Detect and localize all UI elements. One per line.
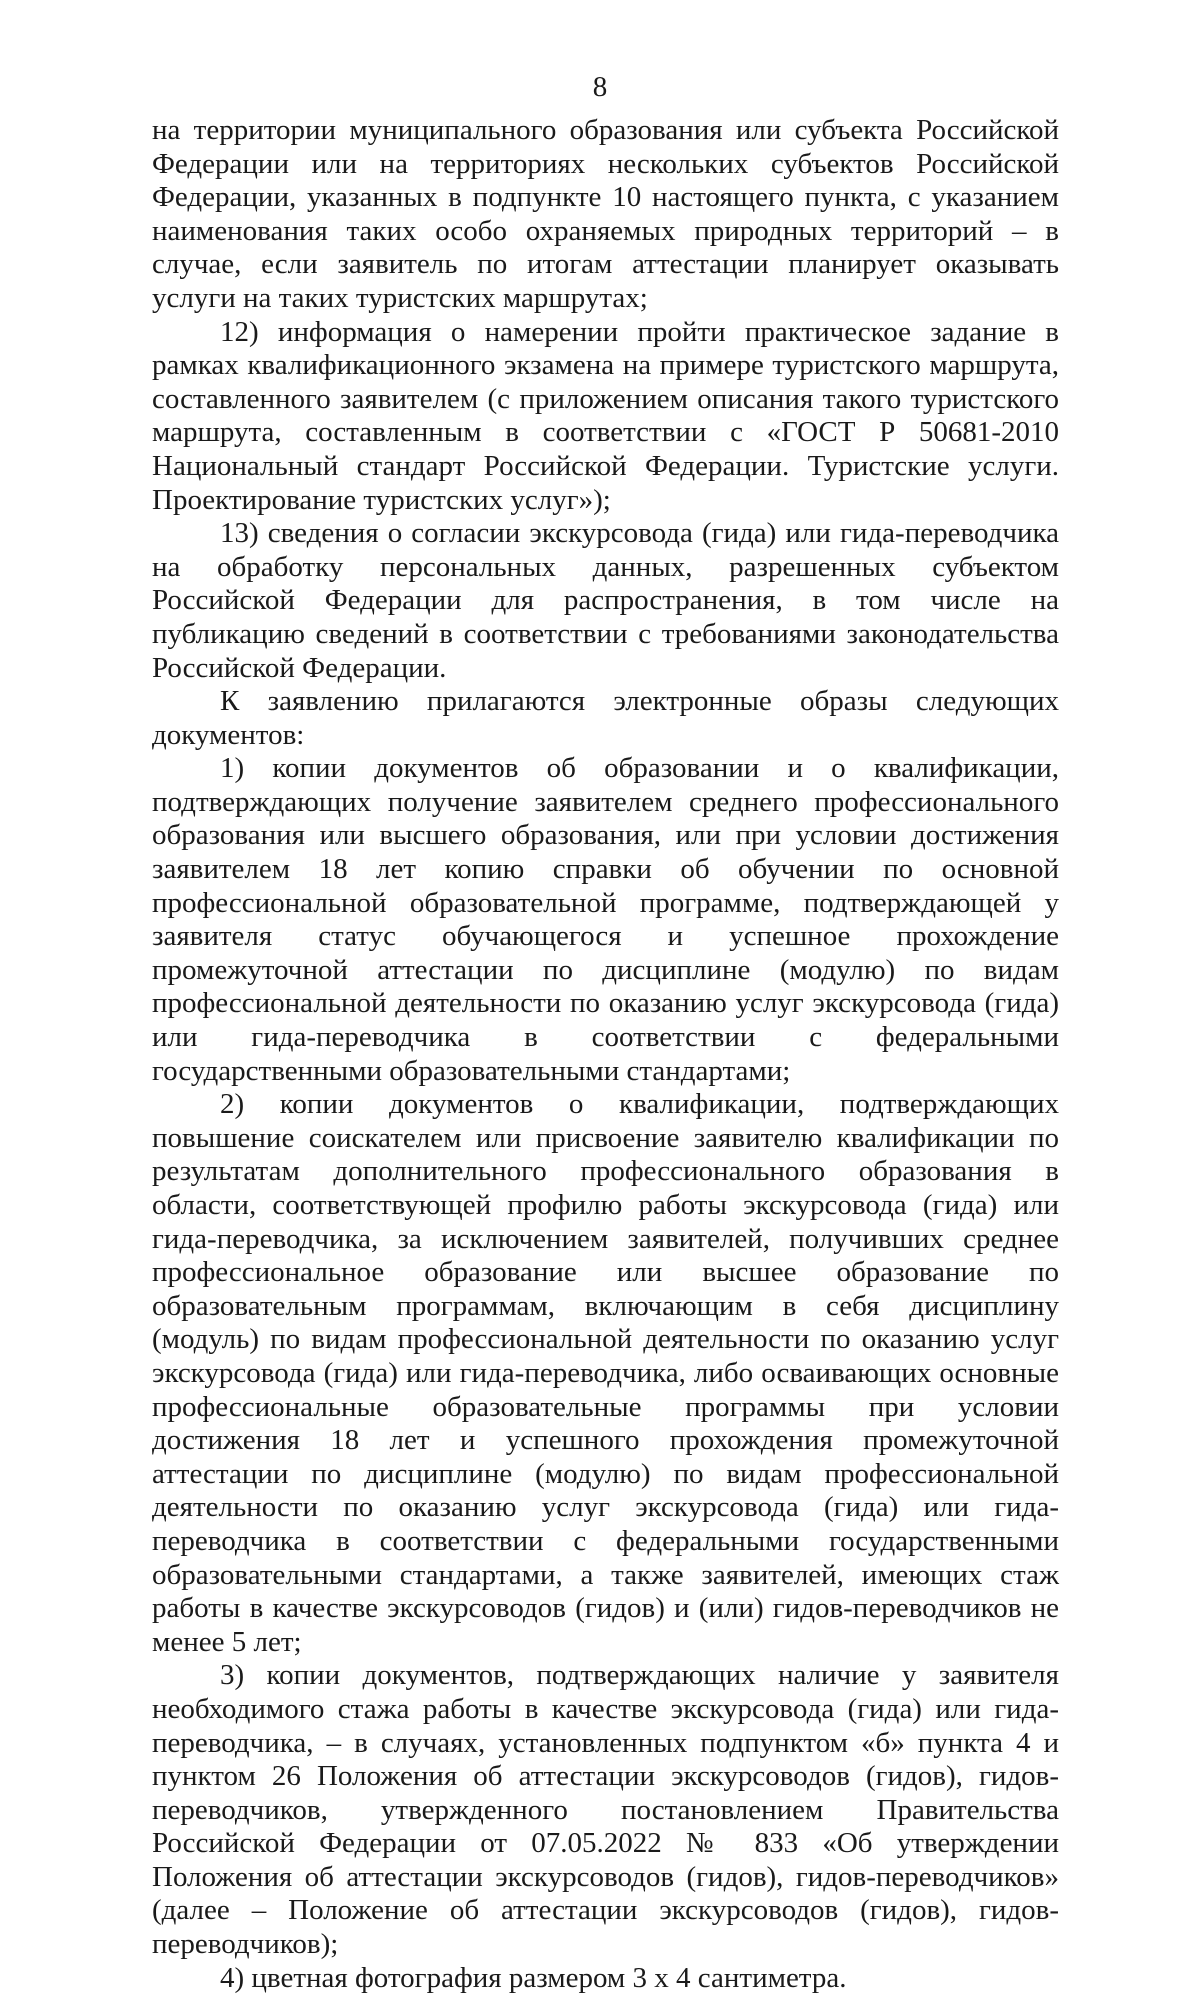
document-body [152, 114, 1059, 1995]
page-number: 8 [592, 71, 608, 103]
paragraph-attachments-intro: К заявлению прилагаются электронные образы следующих документов: [152, 685, 1059, 751]
paragraph-item-13: 13) сведения о согласии экскурсовода (гида) или гида-переводчика на обработку персональных данных, разрешенных субъектом Российской Федерации для распространения, в том числе на публикацию сведений в соответствии с требованиями законодательства Российской Федерации. [152, 517, 1059, 684]
paragraph-attachment-4: 4) цветная фотография размером 3 х 4 сантиметра. [220, 1961, 847, 1994]
paragraph-item-12: 12) информация о намерении пройти практическое задание в рамках квалификационного экзамена на примере туристского маршрута, составленного заявителем (с приложением описания такого туристского маршрута, составленным в соответствии с «ГОСТ Р 50681-2010 Национальный стандарт Российской Федерации. Туристские услуги. Проектирование туристских услуг»); [152, 315, 1059, 516]
paragraph-attachment-1: 1) копии документов об образовании и о квалификации, подтверждающих получение заявителем среднего профессионального образования или высшего образования, или при условии достижения заявителем 18 лет копию справки об обучении по основной профессиональной образовательной программе, подтверждающей у заявителя статус обучающегося и успешное прохождение промежуточной аттестации по дисциплине (модулю) по видам профессиональной деятельности по оказанию услуг экскурсовода (гида) или гида-переводчика в соответствии с федеральными государственными образовательными стандартами; [152, 752, 1059, 1087]
paragraph-attachment-3: 3) копии документов, подтверждающих наличие у заявителя необходимого стажа работы в качестве экскурсовода (гида) или гида-переводчика, – в случаях, установленных подпунктом «б» пункта 4 и пунктом 26 Положения об аттестации экскурсоводов (гидов), гидов-переводчиков, утвержденного постановлением Правительства Российской Федерации от 07.05.2022 № 833 «Об утверждении Положения об аттестации экскурсоводов (гидов), гидов-переводчиков» (далее – Положение об аттестации экскурсоводов (гидов), гидов-переводчиков); [152, 1659, 1059, 1961]
paragraph-attachment-2: 2) копии документов о квалификации, подтверждающих повышение соискателем или присвоение заявителю квалификации по результатам дополнительного профессионального образования в области, соответствующей профилю работы экскурсовода (гида) или гида-переводчика, за исключением заявителей, получивших среднее профессиональное образование или высшее образование по образовательным программам, включающим в себя дисциплину (модуль) по видам профессиональной деятельности по оказанию услуг экскурсовода (гида) или гида-переводчика, либо осваивающих основные профессиональные образовательные программы при условии достижения 18 лет и успешного прохождения промежуточной аттестации по дисциплине (модулю) по видам профессиональной деятельности по оказанию услуг экскурсовода (гида) или гида-переводчика в соответствии с федеральными государственными образовательными стандартами, а также заявителей, имеющих стаж работы в качестве экскурсоводов (гидов) и (или) гидов-переводчиков не менее 5 лет; [152, 1088, 1059, 1658]
paragraph-territories: на территории муниципального образования или субъекта Российской Федерации или на территориях нескольких субъектов Российской Федерации, указанных в подпункте 10 настоящего пункта, с указанием наименования таких особо охраняемых природных территорий – в случае, если заявитель по итогам аттестации планирует оказывать услуги на таких туристских маршрутах; [152, 114, 1059, 314]
